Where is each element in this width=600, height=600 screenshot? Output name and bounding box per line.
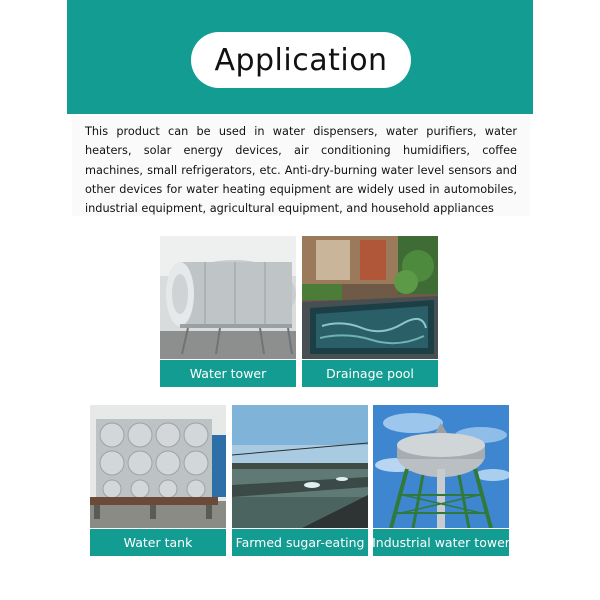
water-tower-photo bbox=[160, 236, 296, 359]
farmed-sugar-eating-photo bbox=[232, 405, 368, 528]
header-banner bbox=[67, 0, 533, 114]
description-text: This product can be used in water dispensers, water purifiers, water heaters, solar energy devices, air conditioning humidifiers, coffee machines, small refrigerators, etc. Anti-dry-burning water level sensors and other devices for water heating equipment are widely used in automobiles, industrial equipment, agricultural equipment, and household appliances bbox=[85, 125, 517, 216]
card-drainage-pool bbox=[302, 236, 438, 387]
card-industrial-water-tower bbox=[373, 405, 509, 556]
drainage-pool-photo bbox=[302, 236, 438, 359]
description-box bbox=[72, 116, 530, 216]
page-title: Application bbox=[214, 42, 388, 78]
card-water-tank bbox=[90, 405, 226, 556]
industrial-water-tower-photo bbox=[373, 405, 509, 528]
caption-water-tank: Water tank bbox=[90, 529, 226, 556]
card-farmed-sugar-eating bbox=[232, 405, 368, 556]
caption-water-tower: Water tower bbox=[160, 360, 296, 387]
caption-industrial-water-tower: Industrial water tower bbox=[373, 529, 509, 556]
title-pill bbox=[191, 32, 411, 88]
caption-farmed-sugar-eating: Farmed sugar-eating bbox=[232, 529, 368, 556]
caption-drainage-pool: Drainage pool bbox=[302, 360, 438, 387]
card-water-tower bbox=[160, 236, 296, 387]
water-tank-photo bbox=[90, 405, 226, 528]
